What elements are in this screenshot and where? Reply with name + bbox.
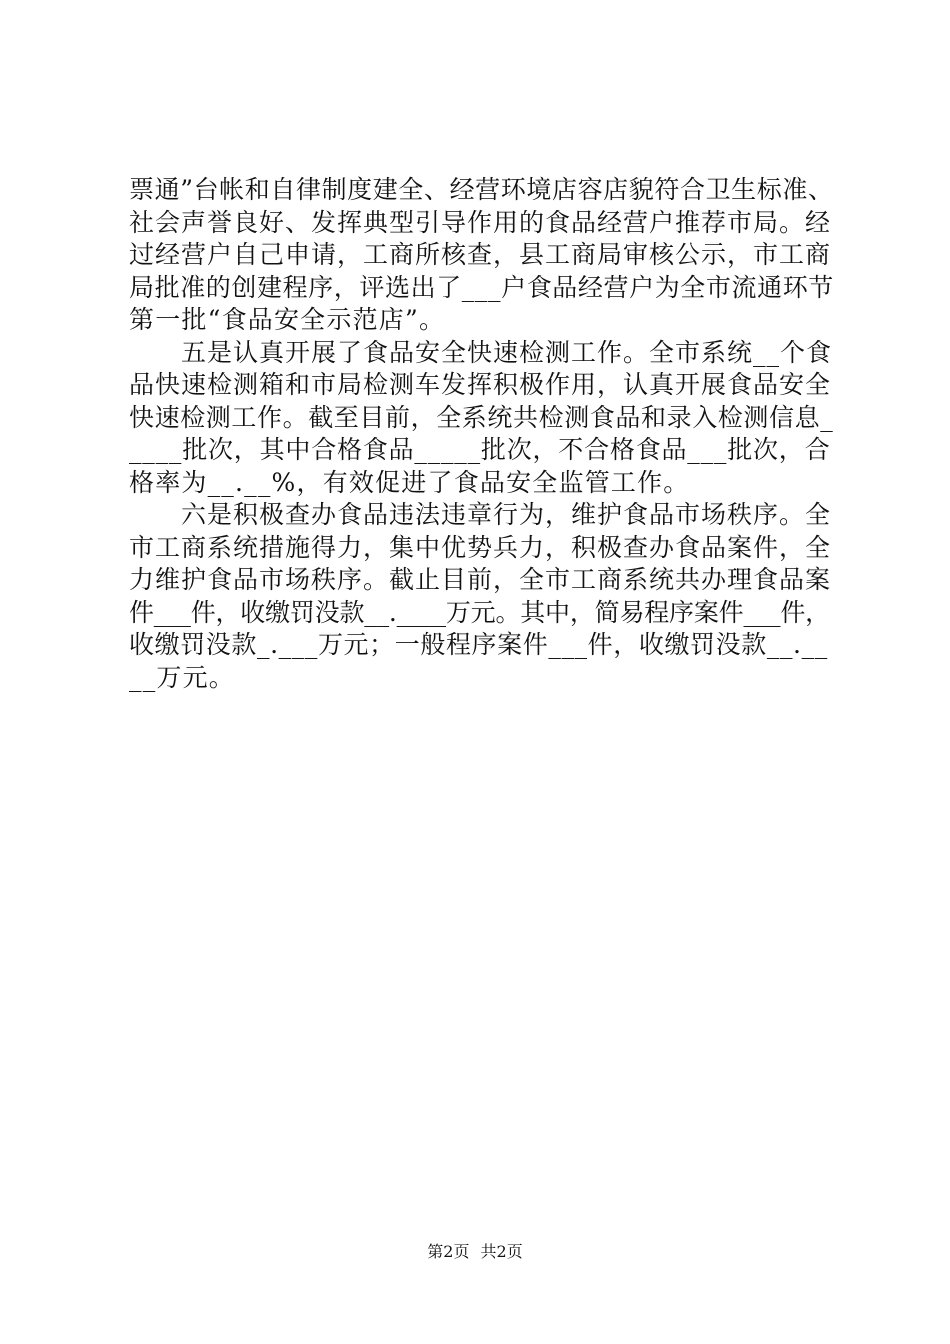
page-number: 第2页 [427,1242,470,1261]
text-line: 品快速检测箱和市局检测车发挥积极作用，认真开展食品安全 [129,370,832,399]
text-line: 第一批“食品安全示范店”。 [129,305,446,334]
text-line: 局批准的创建程序，评选出了___户食品经营户为全市流通环节 [129,272,834,302]
page-footer [0,1242,950,1262]
text-line: 件___件，收缴罚没款__.____万元。其中，简易程序案件___件， [129,597,830,627]
page-total: 共2页 [480,1242,523,1261]
text-line: ____批次，其中合格食品_____批次，不合格食品___批次，合 [129,435,831,464]
text-line: 票通”台帐和自律制度建全、经营环境店容店貌符合卫生标准、 [129,175,834,204]
text-line: __万元。 [129,662,236,692]
text-line: 格率为__.__%，有效促进了食品安全监管工作。 [129,467,690,497]
text-line: 力维护食品市场秩序。截止目前，全市工商系统共办理食品案 [129,565,832,594]
text-line: 收缴罚没款_.___万元；一般程序案件___件，收缴罚没款__.__ [129,630,828,659]
text-line: 快速检测工作。截至目前，全系统共检测食品和录入检测信息_ [129,402,834,432]
text-line: 过经营户自己申请，工商所核查，县工商局审核公示，市工商 [129,240,832,269]
text-line: 社会声誉良好、发挥典型引导作用的食品经营户推荐市局。经 [129,207,832,237]
text-line: 市工商系统措施得力，集中优势兵力，积极查办食品案件，全 [129,532,832,562]
text-line: 五是认真开展了食品安全快速检测工作。全市系统__个食 [129,337,833,367]
document-body [129,174,834,694]
text-line: 六是积极查办食品违法违章行为，维护食品市场秩序。全 [129,500,832,529]
